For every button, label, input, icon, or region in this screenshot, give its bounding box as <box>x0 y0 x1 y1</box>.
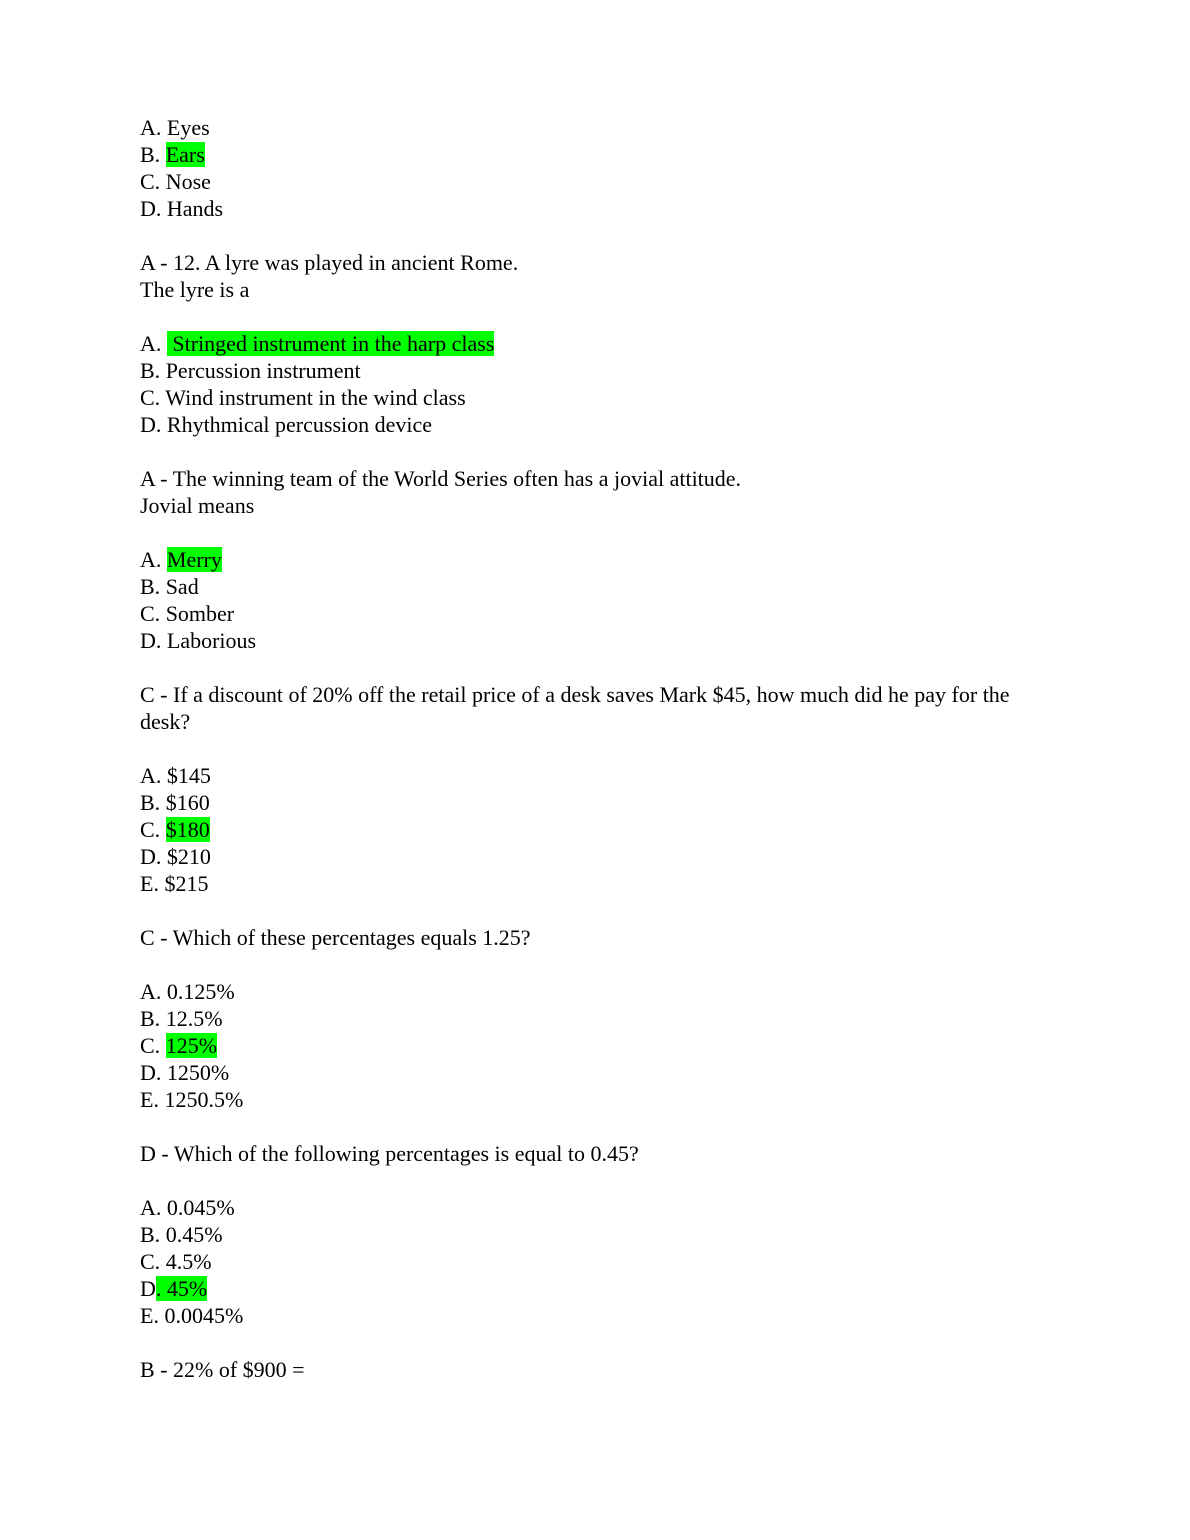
option-d: D. Rhythmical percussion device <box>140 412 433 437</box>
option-a: A. Merry <box>140 547 222 572</box>
question-prompt: A - 12. A lyre was played in ancient Rome. <box>140 250 519 275</box>
option-b: B. $160 <box>140 790 210 815</box>
option-d: D. 1250% <box>140 1060 230 1085</box>
option-c: C. Nose <box>140 169 211 194</box>
option-c: C. 125% <box>140 1033 218 1058</box>
spacer <box>140 1329 1060 1356</box>
option-e: E. 0.0045% <box>140 1303 244 1328</box>
highlighted-answer: Ears <box>165 142 205 167</box>
highlighted-answer: 125% <box>165 1033 218 1058</box>
question-prompt-continued: Jovial means <box>140 493 255 518</box>
spacer <box>140 303 1060 330</box>
question-3 <box>140 465 1060 654</box>
option-a: A. $145 <box>140 763 211 788</box>
highlighted-answer: Stringed instrument in the harp class <box>166 331 495 356</box>
quiz-page <box>140 114 1060 1383</box>
highlighted-answer: . 45% <box>155 1276 208 1301</box>
option-d: D. $210 <box>140 844 211 869</box>
option-d: D. Hands <box>140 196 224 221</box>
spacer <box>140 1167 1060 1194</box>
question-prompt-continued: The lyre is a <box>140 277 250 302</box>
option-d: D. 45% <box>140 1276 208 1301</box>
question-2 <box>140 249 1060 438</box>
question-5 <box>140 924 1060 1113</box>
spacer <box>140 1113 1060 1140</box>
spacer <box>140 951 1060 978</box>
question-prompt: C - If a discount of 20% off the retail price of a desk saves Mark $45, how much did he pay for the desk? <box>140 682 1010 734</box>
question-7 <box>140 1356 1060 1383</box>
option-a: A. 0.125% <box>140 979 235 1004</box>
question-prompt: B - 22% of $900 = <box>140 1357 305 1382</box>
option-a: A. 0.045% <box>140 1195 235 1220</box>
highlighted-answer: Merry <box>166 547 222 572</box>
option-b: B. Ears <box>140 142 205 167</box>
question-6 <box>140 1140 1060 1329</box>
option-d: D. Laborious <box>140 628 257 653</box>
spacer <box>140 222 1060 249</box>
question-prompt: C - Which of these percentages equals 1.25? <box>140 925 531 950</box>
question-prompt: A - The winning team of the World Series often has a jovial attitude. <box>140 466 742 491</box>
option-c: C. $180 <box>140 817 210 842</box>
spacer <box>140 438 1060 465</box>
spacer <box>140 519 1060 546</box>
option-a: A. Stringed instrument in the harp class <box>140 331 495 356</box>
option-e: E. 1250.5% <box>140 1087 244 1112</box>
highlighted-answer: $180 <box>165 817 210 842</box>
option-c: C. Somber <box>140 601 235 626</box>
option-b: B. 12.5% <box>140 1006 223 1031</box>
question-1 <box>140 114 1060 222</box>
option-a: A. Eyes <box>140 115 210 140</box>
option-b: B. Sad <box>140 574 199 599</box>
option-b: B. Percussion instrument <box>140 358 361 383</box>
spacer <box>140 735 1060 762</box>
spacer <box>140 897 1060 924</box>
spacer <box>140 654 1060 681</box>
question-4 <box>140 681 1060 897</box>
option-c: C. Wind instrument in the wind class <box>140 385 466 410</box>
option-e: E. $215 <box>140 871 209 896</box>
option-c: C. 4.5% <box>140 1249 212 1274</box>
option-b: B. 0.45% <box>140 1222 223 1247</box>
question-prompt: D - Which of the following percentages is equal to 0.45? <box>140 1141 639 1166</box>
